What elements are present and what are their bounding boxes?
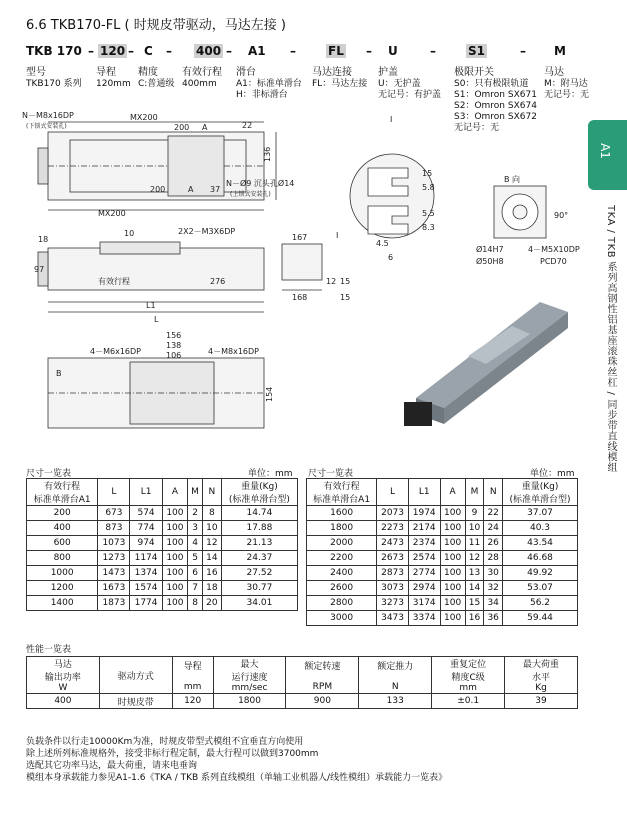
column-header: 额定转速 RPM xyxy=(286,657,359,694)
column-header: A xyxy=(162,479,188,506)
code-slide: A1 xyxy=(248,44,266,58)
code-dash: – xyxy=(88,44,94,58)
table-cell: 14 xyxy=(202,551,221,566)
column-header: N xyxy=(202,479,221,506)
legend-head: 有效行程 xyxy=(182,67,222,78)
table-row xyxy=(307,521,578,536)
dim-l1: L1 xyxy=(146,301,156,310)
table-cell: 200 xyxy=(27,506,98,521)
column-header: 最大荷重 水平 Kg xyxy=(505,657,578,694)
dim-mx200-bottom: MX200 xyxy=(98,209,126,218)
column-header: 马达 输出功率 W xyxy=(27,657,100,694)
column-header: 重量(Kg) (标准单滑台型) xyxy=(221,479,297,506)
table-cell: 2774 xyxy=(408,566,440,581)
table-row xyxy=(27,694,578,709)
table-cell: 26 xyxy=(484,536,503,551)
table-cell: 1800 xyxy=(213,694,286,709)
table-cell: 5 xyxy=(188,551,203,566)
table-cell: 56.2 xyxy=(503,596,578,611)
column-header: 最大 运行速度 mm/sec xyxy=(213,657,286,694)
b-view-bore: Ø14H7 xyxy=(476,245,504,254)
technical-drawing xyxy=(20,112,590,452)
table-cell: 2873 xyxy=(377,566,409,581)
legend-head: 马达 xyxy=(544,67,564,78)
table-cell: 3473 xyxy=(377,611,409,626)
column-header: 导程 mm xyxy=(172,657,213,694)
dim-8-3: 8.3 xyxy=(422,223,435,232)
dim-37: 37 xyxy=(210,185,221,194)
table-cell: 3174 xyxy=(408,596,440,611)
table-cell: 时规皮带 xyxy=(99,694,172,709)
dim-276: 276 xyxy=(210,277,226,286)
dim-22: 22 xyxy=(242,121,253,130)
size-table-caption: 尺寸一览表 xyxy=(308,469,354,479)
legend-line: FL：马达左接 xyxy=(312,79,368,89)
table-cell: 22 xyxy=(484,506,503,521)
table-cell: 8 xyxy=(188,596,203,611)
table-row xyxy=(307,551,578,566)
legend-head: 护盖 xyxy=(378,67,398,78)
perf-table-caption: 性能一览表 xyxy=(26,645,72,655)
table-cell: 59.44 xyxy=(503,611,578,626)
table-row xyxy=(307,581,578,596)
legend-line: A1：标准单滑台 xyxy=(236,79,302,89)
table-cell: 673 xyxy=(98,506,130,521)
legend-head: 型号 xyxy=(26,67,46,78)
dim-l: L xyxy=(154,315,159,324)
column-header: L xyxy=(98,479,130,506)
dim-6: 6 xyxy=(388,253,394,262)
table-cell: 2473 xyxy=(377,536,409,551)
table-cell: 24.37 xyxy=(221,551,297,566)
code-dash: – xyxy=(128,44,134,58)
dim-mx200-top: MX200 xyxy=(130,113,158,122)
notes xyxy=(26,736,447,784)
table-cell: 2200 xyxy=(307,551,377,566)
table-cell: 15 xyxy=(465,596,484,611)
table-cell: 2000 xyxy=(307,536,377,551)
column-header: 额定推力 N xyxy=(359,657,432,694)
table-cell: 2574 xyxy=(408,551,440,566)
page-title: 6.6 TKB170-FL ( 时规皮带驱动，马达左接 ) xyxy=(26,18,286,33)
table-row xyxy=(307,506,578,521)
dim-138: 138 xyxy=(166,341,182,350)
carriage-view xyxy=(48,358,264,428)
table-cell: 1873 xyxy=(98,596,130,611)
table-cell: 100 xyxy=(162,581,188,596)
note-line: 除上述所列标准规格外，接受非标行程定制，最大行程可以做到3700mm xyxy=(26,749,319,759)
legend-head: 极限开关 xyxy=(454,67,494,78)
table-cell: 1073 xyxy=(98,536,130,551)
table-row xyxy=(27,581,298,596)
dim-a: A xyxy=(202,123,208,132)
table-cell: 21.13 xyxy=(221,536,297,551)
code-dash: – xyxy=(430,44,436,58)
column-header: L xyxy=(377,479,409,506)
legend-line: 无记号：无 xyxy=(454,123,500,133)
legend-line: S3：Omron SX672 xyxy=(454,112,537,122)
legend-head: 导程 xyxy=(96,67,116,78)
code-dash: – xyxy=(226,44,232,58)
code-dash: – xyxy=(290,44,296,58)
b-view xyxy=(494,186,546,238)
dim-5-8: 5.8 xyxy=(422,183,435,192)
code-dash: – xyxy=(520,44,526,58)
table-cell: 100 xyxy=(162,596,188,611)
table-cell: 36 xyxy=(484,611,503,626)
table-row xyxy=(307,596,578,611)
code-motor: M xyxy=(554,44,566,58)
table-cell: 1374 xyxy=(130,566,162,581)
size-table-unit: 单位：mm xyxy=(530,469,575,479)
table-cell: 400 xyxy=(27,521,98,536)
table-cell: 600 xyxy=(27,536,98,551)
code-limit: S1 xyxy=(468,44,485,58)
table-cell: 49.92 xyxy=(503,566,578,581)
table-cell: 13 xyxy=(465,566,484,581)
table-cell: 39 xyxy=(505,694,578,709)
table-cell: 974 xyxy=(130,536,162,551)
column-header: 重量(Kg) (标准单滑台型) xyxy=(503,479,578,506)
table-cell: 16 xyxy=(465,611,484,626)
table-cell: 100 xyxy=(162,551,188,566)
section-mark: I xyxy=(336,231,339,240)
code-cover: U xyxy=(388,44,398,58)
legend-line: S0：只有极限轨道 xyxy=(454,79,529,89)
dim-10: 10 xyxy=(124,229,135,238)
legend-line: S1：Omron SX671 xyxy=(454,90,537,100)
section-vertical-title: TKA / TKB 系列高钢性铝基座滚珠丝杠 / 同步带直线模组 xyxy=(605,205,616,473)
size-table-caption: 尺寸一览表 xyxy=(26,469,72,479)
section-tab-label: A1 xyxy=(597,143,612,159)
note-line: 模组本身承载能力参见A1-1.6《TKA / TKB 系列直线模组（单轴工业机器人/线性模组）承载能力一览表》 xyxy=(26,773,448,783)
table-row xyxy=(27,521,298,536)
perf-table xyxy=(26,656,578,709)
table-cell: 46.68 xyxy=(503,551,578,566)
table-cell: ±0.1 xyxy=(432,694,505,709)
legend-line: 400mm xyxy=(182,79,217,89)
note-tap: 2X2－M3X6DP xyxy=(178,227,236,236)
table-cell: 17.88 xyxy=(221,521,297,536)
code-dash: – xyxy=(366,44,372,58)
table-cell: 27.52 xyxy=(221,566,297,581)
table-cell: 7 xyxy=(188,581,203,596)
column-header: M xyxy=(465,479,484,506)
table-cell: 100 xyxy=(162,566,188,581)
note-line: 负载条件以行走10000Km为准，时规皮带型式模组不宜垂直方向使用 xyxy=(26,737,304,747)
column-header: L1 xyxy=(408,479,440,506)
table-cell: 1400 xyxy=(27,596,98,611)
table-cell: 2974 xyxy=(408,581,440,596)
table-row xyxy=(27,536,298,551)
size-table-right xyxy=(306,478,578,626)
legend-line: 120mm xyxy=(96,79,131,89)
table-cell: 3273 xyxy=(377,596,409,611)
code-accuracy: C xyxy=(144,44,153,58)
table-cell: 9 xyxy=(465,506,484,521)
side-view xyxy=(38,242,322,312)
b-view-pcd: PCD70 xyxy=(540,257,567,266)
dim-200-b: 200 xyxy=(150,185,166,194)
table-cell: 1200 xyxy=(27,581,98,596)
table-cell: 12 xyxy=(202,536,221,551)
note-lower-mount: N－M8x16DP xyxy=(22,112,74,120)
legend-line: H：非标滑台 xyxy=(236,90,288,100)
table-cell: 774 xyxy=(130,521,162,536)
section-tab[interactable] xyxy=(588,120,627,190)
table-cell: 2174 xyxy=(408,521,440,536)
legend-line: U：无护盖 xyxy=(378,79,421,89)
table-cell: 43.54 xyxy=(503,536,578,551)
table-cell: 2273 xyxy=(377,521,409,536)
column-header: 有效行程 标准单滑台A1 xyxy=(27,479,98,506)
table-cell: 100 xyxy=(440,521,465,536)
note-upper-mount: N－Ø9 沉头孔Ø14 xyxy=(226,179,295,188)
b-view-angle: 90° xyxy=(554,211,569,220)
model-code xyxy=(26,44,586,60)
dim-1-5: 15 xyxy=(422,169,433,178)
table-row xyxy=(27,506,298,521)
table-cell: 10 xyxy=(202,521,221,536)
table-header-row xyxy=(27,657,578,694)
note-lower-mount-sub: (下锁式安装孔) xyxy=(26,123,67,130)
table-cell: 100 xyxy=(162,506,188,521)
table-cell: 100 xyxy=(162,536,188,551)
table-row xyxy=(307,566,578,581)
table-cell: 20 xyxy=(202,596,221,611)
product-render xyxy=(404,302,568,426)
table-cell: 1473 xyxy=(98,566,130,581)
table-cell: 120 xyxy=(172,694,213,709)
table-cell: 900 xyxy=(286,694,359,709)
table-cell: 28 xyxy=(484,551,503,566)
b-view-title: B 向 xyxy=(504,175,521,184)
dim-15: 15 xyxy=(340,277,351,286)
table-cell: 12 xyxy=(465,551,484,566)
table-cell: 18 xyxy=(202,581,221,596)
dim-18: 18 xyxy=(38,235,49,244)
table-cell: 6 xyxy=(188,566,203,581)
table-cell: 800 xyxy=(27,551,98,566)
table-cell: 2673 xyxy=(377,551,409,566)
table-cell: 2073 xyxy=(377,506,409,521)
table-cell: 133 xyxy=(359,694,432,709)
legend-line: C:普通级 xyxy=(138,79,175,89)
table-header-row xyxy=(27,479,298,506)
table-cell: 100 xyxy=(162,521,188,536)
table-row xyxy=(307,536,578,551)
note-line: 选配其它功率马达，最大荷重，请来电垂询 xyxy=(26,761,198,771)
table-row xyxy=(27,566,298,581)
legend-line: M：附马达 xyxy=(544,79,588,89)
table-cell: 4 xyxy=(188,536,203,551)
table-cell: 30.77 xyxy=(221,581,297,596)
table-row xyxy=(307,611,578,626)
note-upper-mount-sub: (上锁式安装孔) xyxy=(230,191,271,198)
table-cell: 40.3 xyxy=(503,521,578,536)
table-cell: 3374 xyxy=(408,611,440,626)
dim-5-5: 5.5 xyxy=(422,209,435,218)
dim-4-5: 4.5 xyxy=(376,239,389,248)
dim-200: 200 xyxy=(174,123,190,132)
code-lead: 120 xyxy=(100,44,126,58)
table-row xyxy=(27,596,298,611)
detail-label: I xyxy=(390,115,393,124)
table-cell: 873 xyxy=(98,521,130,536)
size-table-left xyxy=(26,478,298,611)
column-header: A xyxy=(440,479,465,506)
table-cell: 2400 xyxy=(307,566,377,581)
table-cell: 34.01 xyxy=(221,596,297,611)
dim-15-b: 15 xyxy=(340,293,351,302)
dim-168: 168 xyxy=(292,293,308,302)
note-m8: 4－M8x16DP xyxy=(208,347,259,356)
label-stroke: 有效行程 xyxy=(98,277,130,286)
table-cell: 3000 xyxy=(307,611,377,626)
column-header: 有效行程 标准单滑台A1 xyxy=(307,479,377,506)
table-cell: 100 xyxy=(440,506,465,521)
table-cell: 100 xyxy=(440,566,465,581)
dim-136: 136 xyxy=(263,146,272,162)
column-header: 重复定位 精度C级 mm xyxy=(432,657,505,694)
table-cell: 37.07 xyxy=(503,506,578,521)
table-cell: 8 xyxy=(202,506,221,521)
code-stroke: 400 xyxy=(196,44,222,58)
table-cell: 10 xyxy=(465,521,484,536)
legend-line: S2：Omron SX674 xyxy=(454,101,537,111)
dim-106: 106 xyxy=(166,351,182,360)
table-cell: 1800 xyxy=(307,521,377,536)
table-cell: 574 xyxy=(130,506,162,521)
table-cell: 11 xyxy=(465,536,484,551)
legend-line: 无记号：有护盖 xyxy=(378,90,442,100)
table-cell: 1673 xyxy=(98,581,130,596)
table-cell: 53.07 xyxy=(503,581,578,596)
size-table-unit: 单位：mm xyxy=(248,469,293,479)
legend-line: 无记号：无 xyxy=(544,90,590,100)
dim-12: 12 xyxy=(326,277,337,286)
legend-head: 精度 xyxy=(138,67,158,78)
table-cell: 34 xyxy=(484,596,503,611)
table-cell: 400 xyxy=(27,694,100,709)
code-series: TKB 170 xyxy=(26,44,82,58)
table-cell: 100 xyxy=(440,536,465,551)
column-header: L1 xyxy=(130,479,162,506)
table-cell: 14 xyxy=(465,581,484,596)
dim-97: 97 xyxy=(34,265,45,274)
column-header: N xyxy=(484,479,503,506)
dim-167: 167 xyxy=(292,233,308,242)
table-cell: 100 xyxy=(440,611,465,626)
table-cell: 2374 xyxy=(408,536,440,551)
table-cell: 1574 xyxy=(130,581,162,596)
table-cell: 100 xyxy=(440,581,465,596)
legend-line: TKB170 系列 xyxy=(26,79,82,89)
table-cell: 1600 xyxy=(307,506,377,521)
table-cell: 3073 xyxy=(377,581,409,596)
dim-154: 154 xyxy=(265,386,274,402)
table-cell: 2800 xyxy=(307,596,377,611)
table-cell: 1174 xyxy=(130,551,162,566)
table-cell: 1000 xyxy=(27,566,98,581)
table-row xyxy=(27,551,298,566)
table-cell: 30 xyxy=(484,566,503,581)
code-motor-mount: FL xyxy=(328,44,344,58)
table-cell: 1273 xyxy=(98,551,130,566)
table-cell: 1974 xyxy=(408,506,440,521)
table-cell: 100 xyxy=(440,596,465,611)
legend-head: 马达连接 xyxy=(312,67,352,78)
table-cell: 3 xyxy=(188,521,203,536)
table-header-row xyxy=(307,479,578,506)
table-cell: 16 xyxy=(202,566,221,581)
table-cell: 14.74 xyxy=(221,506,297,521)
note-m6: 4－M6x16DP xyxy=(90,347,141,356)
table-cell: 24 xyxy=(484,521,503,536)
label-b: B xyxy=(56,369,62,378)
dim-a-b: A xyxy=(188,185,194,194)
b-view-holes: 4－M5X10DP xyxy=(528,245,580,254)
column-header: 驱动方式 xyxy=(99,657,172,694)
legend-head: 滑台 xyxy=(236,67,256,78)
table-cell: 2600 xyxy=(307,581,377,596)
column-header: M xyxy=(188,479,203,506)
dim-156: 156 xyxy=(166,331,182,340)
b-view-pilot: Ø50H8 xyxy=(476,257,504,266)
code-dash: – xyxy=(166,44,172,58)
table-cell: 100 xyxy=(440,551,465,566)
table-cell: 32 xyxy=(484,581,503,596)
table-cell: 1774 xyxy=(130,596,162,611)
table-cell: 2 xyxy=(188,506,203,521)
